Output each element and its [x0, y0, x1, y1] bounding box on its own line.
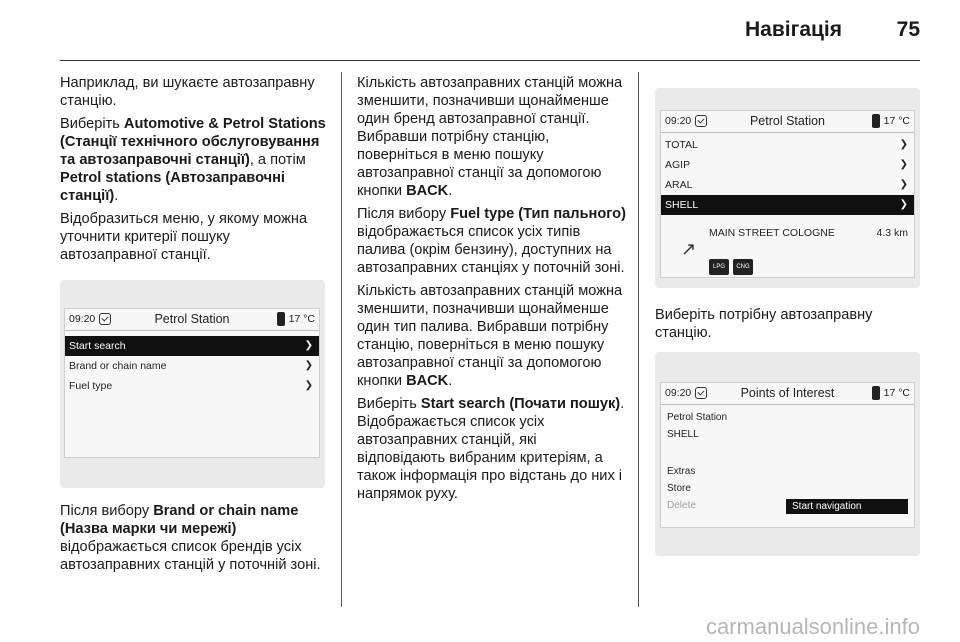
column-divider-1 [341, 72, 342, 607]
chevron-right-icon: ❯ [899, 199, 908, 210]
clock-time: 09:20 [69, 313, 96, 325]
chevron-right-icon: ❯ [304, 380, 313, 391]
start-navigation-button[interactable]: Start navigation [786, 499, 908, 514]
screen-title: Petrol Station [154, 312, 230, 326]
screen-title: Petrol Station [749, 114, 826, 128]
paragraph: Після вибору Fuel type (Тип пального) відображається список усіх типів палива (окрім бензину), доступних на автозаправних станціях у поточній зоні. [357, 206, 626, 276]
screen-points-of-interest [660, 382, 915, 528]
temperature: 17 °C [288, 313, 315, 325]
thermometer-icon [872, 114, 880, 128]
chevron-right-icon: ❯ [899, 139, 908, 150]
column-1-bottom [60, 502, 330, 579]
paragraph: Виберіть потрібну автозаправну станцію. [655, 307, 873, 341]
page-number: 75 [896, 18, 920, 41]
paragraph: Наприклад, ви шукаєте автозаправну станцію. [60, 75, 315, 109]
station-address: MAIN STREET COLOGNE [709, 227, 835, 239]
cng-badge: CNG [733, 259, 753, 275]
screen-petrol-station-menu [64, 308, 320, 458]
temperature: 17 °C [883, 115, 910, 127]
chevron-right-icon: ❯ [899, 179, 908, 190]
menu-item-fuel-type[interactable]: Fuel type ❯ [65, 376, 319, 396]
header-rule [60, 60, 920, 61]
column-2 [357, 74, 627, 508]
column-divider-2 [638, 72, 639, 607]
screenshot-frame-3 [655, 352, 920, 556]
menu-item-start-search[interactable]: Start search ❯ [65, 336, 319, 356]
clock-time: 09:20 [665, 387, 692, 399]
station-distance: 4.3 km [876, 227, 908, 239]
list-item-total[interactable]: TOTAL ❯ [661, 135, 914, 155]
chevron-right-icon: ❯ [304, 340, 313, 351]
thermometer-icon [277, 312, 285, 326]
paragraph: Після вибору Brand or chain name (Назва марки чи мережі) відображається список брендів усіх автозаправних станцій у поточній зоні. [60, 503, 321, 573]
screen-petrol-brand-list [660, 110, 915, 278]
screenshot-frame-1 [60, 280, 325, 488]
screenshot-frame-2 [655, 88, 920, 288]
column-3-caption [655, 306, 920, 347]
poi-category: Petrol Station [667, 412, 728, 423]
section-title: Навігація [744, 18, 842, 41]
lpg-badge: LPG [709, 259, 729, 275]
screen-status-bar [661, 383, 914, 405]
list-item-agip[interactable]: AGIP ❯ [661, 155, 914, 175]
temperature: 17 °C [883, 387, 910, 399]
page-header [0, 0, 960, 64]
screen-status-bar [65, 309, 319, 331]
direction-arrow-icon: ↗ [681, 239, 697, 259]
column-1 [60, 74, 328, 269]
screen-status-bar [661, 111, 914, 133]
paragraph: Виберіть Automotive & Petrol Stations (Станції технічного обслуговування та автозаправочні станції), а потім Petrol stations (Автозаправочні станції). [60, 116, 326, 204]
menu-item-delete[interactable]: Delete [667, 500, 696, 511]
screen-title: Points of Interest [740, 386, 835, 400]
watermark: carmanualsonline.info [705, 614, 920, 639]
paragraph: Відобразиться меню, у якому можна уточнити критерії пошуку автозаправної станції. [60, 211, 308, 263]
thermometer-icon [872, 386, 880, 400]
paragraph: Кількість автозаправних станцій можна зменшити, позначивши щонайменше один тип палива. Вибравши потрібну станцію, поверніться в меню пошуку автозаправної станції за допомогою кнопки BACK. [357, 283, 623, 389]
list-item-aral[interactable]: ARAL ❯ [661, 175, 914, 195]
menu-item-brand[interactable]: Brand or chain name ❯ [65, 356, 319, 376]
chevron-right-icon: ❯ [899, 159, 908, 170]
paragraph: Кількість автозаправних станцій можна зменшити, позначивши щонайменше один бренд автозаправної станції. Вибравши потрібну станцію, поверніться в меню пошуку автозаправної станції за допомогою кнопки BACK. [357, 75, 623, 199]
menu-item-store[interactable]: Store [667, 483, 691, 494]
chevron-right-icon: ❯ [304, 360, 313, 371]
poi-name: SHELL [667, 429, 699, 440]
menu-item-extras[interactable]: Extras [667, 466, 696, 477]
paragraph: Виберіть Start search (Почати пошук). Відображається список усіх автозаправних станцій, які відповідають вибраним критеріям, а також інформація про відстань до них і напрямок руху. [357, 396, 625, 502]
clock-time: 09:20 [665, 115, 692, 127]
list-item-shell[interactable]: SHELL ❯ [661, 195, 914, 215]
